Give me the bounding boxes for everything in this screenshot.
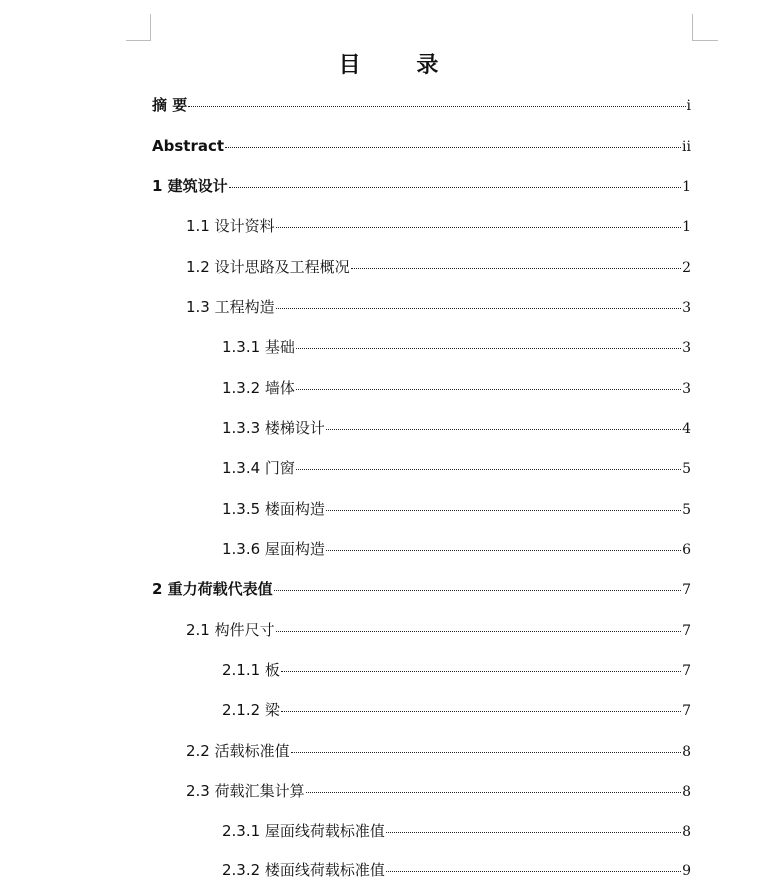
leader-dots xyxy=(276,307,681,309)
leader-dots xyxy=(281,670,681,672)
crop-mark-top-left xyxy=(126,40,151,41)
toc-entry-label: 1 建筑设计 xyxy=(152,177,228,195)
toc-entry-page: 5 xyxy=(682,502,691,518)
toc-entry-label: 2.1 构件尺寸 xyxy=(186,621,275,639)
toc-entry-label: 1.3 工程构造 xyxy=(186,298,275,316)
toc-entry[interactable] xyxy=(186,781,691,802)
leader-dots xyxy=(188,105,685,107)
toc-entry-page: i xyxy=(686,98,691,114)
toc-entry[interactable] xyxy=(222,458,691,479)
toc-entry-label: 1.2 设计思路及工程概况 xyxy=(186,258,350,276)
toc-entry-page: 7 xyxy=(682,623,691,639)
crop-mark-top-right xyxy=(692,40,718,41)
toc-entry[interactable] xyxy=(222,821,691,842)
toc-entry[interactable] xyxy=(152,136,691,157)
toc-entry-label: 1.1 设计资料 xyxy=(186,217,275,235)
leader-dots xyxy=(326,509,681,511)
toc-entry-page: ii xyxy=(682,139,691,155)
leader-dots xyxy=(276,226,681,228)
toc-entry[interactable] xyxy=(222,499,691,520)
toc-entry[interactable] xyxy=(152,579,691,600)
toc-entry[interactable] xyxy=(186,741,691,762)
leader-dots xyxy=(281,710,681,712)
leader-dots xyxy=(274,589,681,591)
leader-dots xyxy=(276,630,681,632)
toc-entry[interactable] xyxy=(186,216,691,237)
toc-entry-page: 8 xyxy=(682,744,691,760)
leader-dots xyxy=(326,549,681,551)
toc-entry[interactable] xyxy=(152,95,691,116)
toc-entry-page: 2 xyxy=(682,260,691,276)
toc-entry-label: 1.3.1 基础 xyxy=(222,338,295,356)
toc-entry-page: 1 xyxy=(682,219,691,235)
toc-entry-page: 8 xyxy=(682,824,691,840)
leader-dots xyxy=(296,388,681,390)
leader-dots xyxy=(326,428,681,430)
leader-dots xyxy=(296,468,681,470)
toc-entry[interactable] xyxy=(222,418,691,439)
toc-entry[interactable] xyxy=(222,378,691,399)
toc-entry-label: 2.2 活载标准值 xyxy=(186,742,290,760)
toc-entry-label: 1.3.4 门窗 xyxy=(222,459,295,477)
crop-mark-top-right xyxy=(692,14,693,41)
toc-entry-label: 1.3.6 屋面构造 xyxy=(222,540,325,558)
toc-entry-label: 1.3.2 墙体 xyxy=(222,379,295,397)
toc-entry[interactable] xyxy=(222,660,691,681)
toc-entry-page: 6 xyxy=(682,542,691,558)
toc-entry[interactable] xyxy=(222,539,691,560)
toc-entry[interactable] xyxy=(152,176,691,197)
leader-dots xyxy=(225,146,681,148)
toc-entry-page: 3 xyxy=(682,340,691,356)
toc-entry-label: 2.3.1 屋面线荷载标准值 xyxy=(222,822,385,840)
toc-entry-page: 1 xyxy=(682,179,691,195)
toc-entry-label: Abstract xyxy=(152,137,225,155)
toc-entry[interactable] xyxy=(222,860,691,881)
toc-entry-page: 8 xyxy=(682,784,691,800)
toc-title: 目 录 xyxy=(338,53,463,78)
toc-entry-page: 4 xyxy=(682,421,691,437)
toc-entry-page: 7 xyxy=(682,703,691,719)
toc-entry-page: 7 xyxy=(682,582,691,598)
toc-entry-page: 3 xyxy=(682,300,691,316)
toc-entry[interactable] xyxy=(222,337,691,358)
toc-entry-page: 3 xyxy=(682,381,691,397)
toc-entry-label: 1.3.3 楼梯设计 xyxy=(222,419,325,437)
toc-entry-label: 2.3.2 楼面线荷载标准值 xyxy=(222,861,385,879)
toc-entry[interactable] xyxy=(186,620,691,641)
toc-entry-page: 7 xyxy=(682,663,691,679)
leader-dots xyxy=(351,267,681,269)
toc-entry-label: 2.1.2 梁 xyxy=(222,701,280,719)
leader-dots xyxy=(229,186,681,188)
toc-entry[interactable] xyxy=(186,297,691,318)
leader-dots xyxy=(306,791,681,793)
leader-dots xyxy=(296,347,681,349)
toc-entry-page: 5 xyxy=(682,461,691,477)
toc-entry-page: 9 xyxy=(682,863,691,879)
leader-dots xyxy=(386,831,681,833)
leader-dots xyxy=(386,870,681,872)
toc-entry-label: 2 重力荷载代表值 xyxy=(152,580,273,598)
toc-entry-label: 2.3 荷载汇集计算 xyxy=(186,782,305,800)
leader-dots xyxy=(291,751,681,753)
toc-entry[interactable] xyxy=(222,700,691,721)
toc-entry[interactable] xyxy=(186,257,691,278)
toc-entry-label: 1.3.5 楼面构造 xyxy=(222,500,325,518)
toc-entry-label: 2.1.1 板 xyxy=(222,661,280,679)
toc-entry-label: 摘 要 xyxy=(152,96,188,114)
crop-mark-top-left xyxy=(150,14,151,41)
